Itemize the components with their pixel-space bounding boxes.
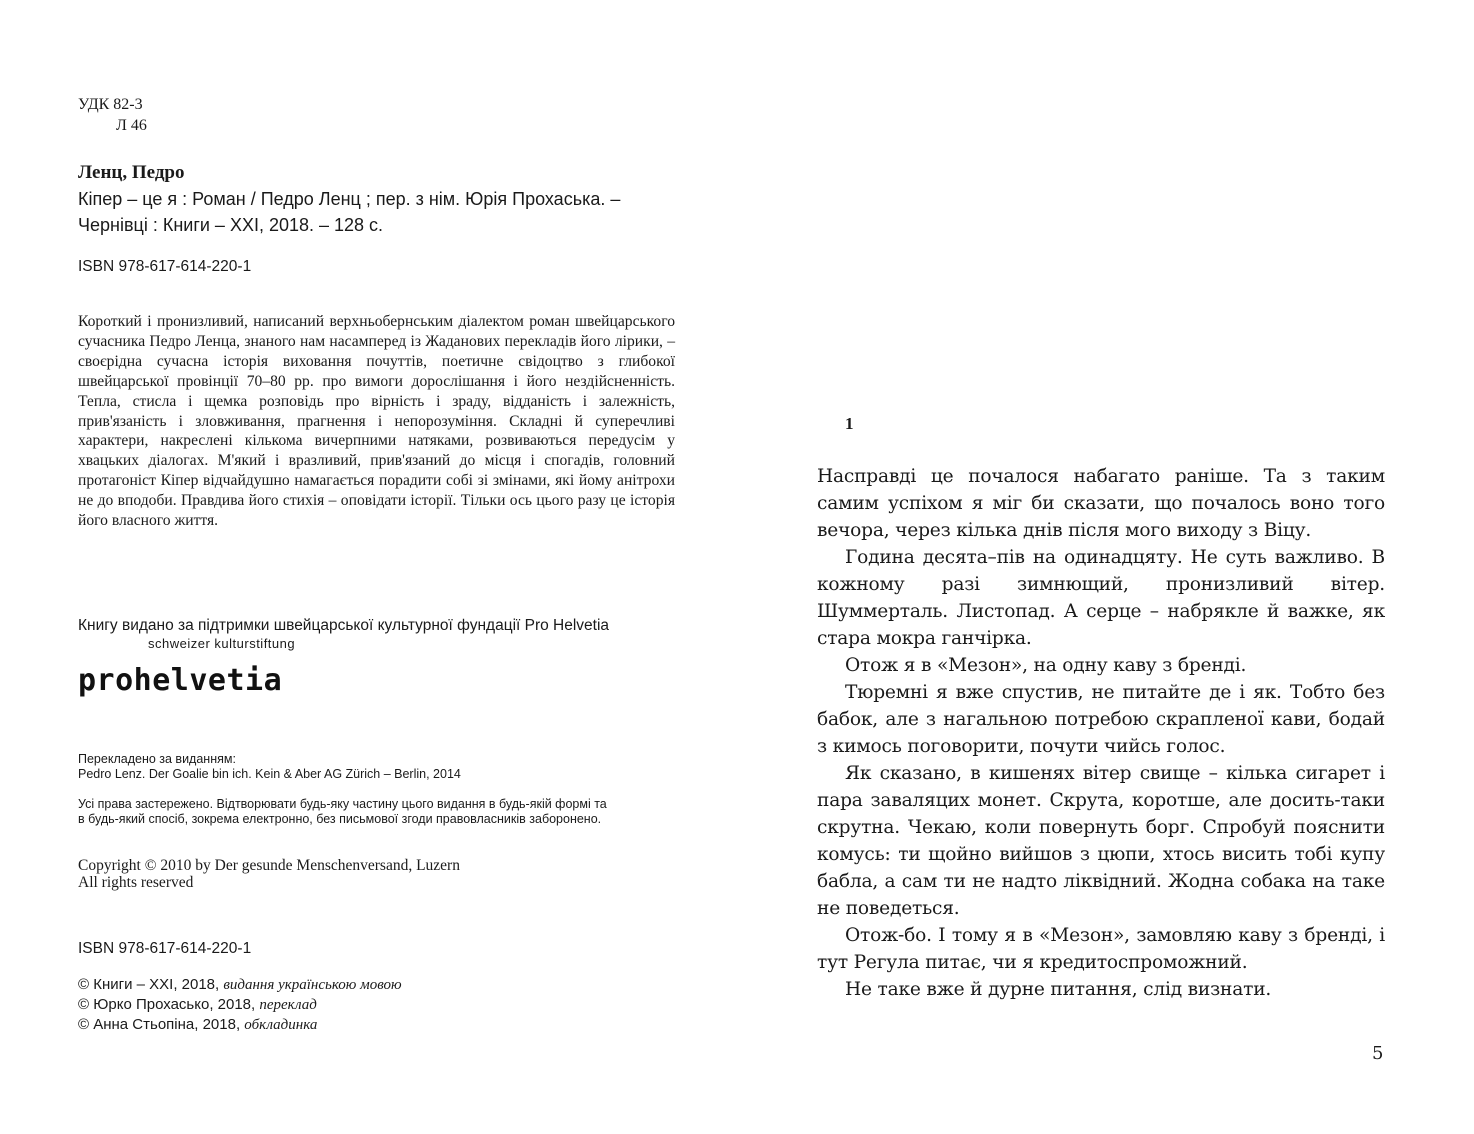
credits-list bbox=[78, 975, 402, 1035]
author-mark: Л 46 bbox=[116, 117, 147, 134]
udk-block bbox=[78, 94, 147, 136]
translated-source: Pedro Lenz. Der Goalie bin ich. Kein & Aber AG Zürich – Berlin, 2014 bbox=[78, 767, 461, 781]
support-text: Книгу видано за підтримки швейцарської культурної фундації Pro Helvetia bbox=[78, 617, 610, 634]
copyright-line-2: All rights reserved bbox=[78, 874, 194, 891]
rights-notice bbox=[78, 797, 698, 827]
body-paragraph: Не таке вже й дурне питання, слід визнати. bbox=[845, 979, 1272, 1000]
credit-role: видання українською мовою bbox=[223, 977, 402, 993]
chapter-number: 1 bbox=[845, 414, 854, 433]
rights-line-1: Усі права застережено. Відтворювати будь-яку частину цього видання в будь-якій формі та bbox=[78, 797, 607, 811]
support-subtitle: schweizer kulturstiftung bbox=[148, 636, 296, 651]
isbn-bottom: ISBN 978-617-614-220-1 bbox=[78, 940, 252, 957]
isbn-top: ISBN 978-617-614-220-1 bbox=[78, 258, 252, 275]
credit-holder: © Книги – ХХІ, 2018, bbox=[78, 976, 220, 993]
copyright-line-1: Copyright © 2010 by Der gesunde Menschenversand, Luzern bbox=[78, 857, 460, 874]
translated-label: Перекладено за виданням: bbox=[78, 752, 236, 766]
credit-line bbox=[78, 1015, 402, 1035]
body-text bbox=[817, 463, 1385, 1003]
rights-line-2: в будь-який спосіб, зокрема електронно, без письмової згоди правовласників заборонено. bbox=[78, 812, 602, 826]
credit-role: переклад bbox=[259, 997, 317, 1013]
body-paragraph: Насправді це почалося набагато раніше. Та з таким самим успіхом я міг би сказати, що почалось воно того вечора, через кілька днів після мого виходу з Віцу. bbox=[817, 466, 1385, 541]
support-note bbox=[78, 616, 688, 652]
body-paragraph: Година десята–пів на одинадцяту. Не суть важливо. В кожному разі зимнющий, пронизливий вітер. Шуммерталь. Листопад. А серце – набрякле й важке, як стара мокра ганчірка. bbox=[817, 547, 1385, 649]
abstract-paragraph: Короткий і пронизливий, написаний верхньобернським діалектом роман швейцарського сучасника Педро Ленца, знаного нам насамперед із Жаданових перекладів його лірики, – своєрідна сучасна історія виховання почуттів, поетичне свідоцтво з глибокої швейцарської провінції 70–80 рр. про вимоги дорослішання і його нездійсненність. Тепла, стисла і щемка розповідь про вірність і зраду, відданість і залежність, прив'язаність і зловживання, прагнення і непорозуміння. Складні й суперечливі характери, накреслені кількома вичерпними натяками, розвиваються передусім у хвацьких діалогах. М'який і вразливий, прив'язаний до місця і спогадів, головний протагоніст Кіпер відчайдушно намагається порадити собі зі змінами, які йому анітрохи не до вподоби. Правдива його стихія – оповідати історії. Тільки ось цього разу це історія його власного життя. bbox=[78, 313, 675, 530]
credit-holder: © Юрко Прохасько, 2018, bbox=[78, 996, 256, 1013]
logo-wordmark: prohelvetia bbox=[78, 663, 283, 698]
udk-code: УДК 82-3 bbox=[78, 96, 143, 113]
copyright-block bbox=[78, 857, 460, 891]
credit-line bbox=[78, 995, 402, 1015]
citation-line-1: Кіпер – це я : Роман / Педро Ленц ; пер. з нім. Юрія Прохаська. – bbox=[78, 189, 621, 209]
author-name: Ленц, Педро bbox=[78, 162, 185, 183]
right-page bbox=[737, 0, 1474, 1134]
pro-helvetia-logo-graphic bbox=[78, 660, 288, 700]
body-paragraph: Отож-бо. І тому я в «Мезон», замовляю каву з бренді, і тут Регула питає, чи я кредитоспроможний. bbox=[817, 925, 1385, 973]
credit-line bbox=[78, 975, 402, 995]
body-paragraph: Тюремні я вже спустив, не питайте де і як. Тобто без бабок, але з нагальною потребою скрапленої кави, бодай з кимось поговорити, почути чийсь голос. bbox=[817, 682, 1385, 757]
body-paragraph: Як сказано, в кишенях вітер свище – кілька сигарет і пара заваляцих монет. Скрута, коротше, але досить-таки скрутна. Чекаю, коли повернуть борг. Спробуй пояснити комусь: ти щойно вийшов з цюпи, хтось висить тобі купу бабла, а сам ти не надто ліквідний. Жодна собака на таке не поведеться. bbox=[817, 763, 1385, 919]
page-number: 5 bbox=[1372, 1043, 1384, 1064]
bibliographic-record bbox=[78, 160, 678, 238]
translated-from bbox=[78, 752, 698, 782]
credit-role: обкладинка bbox=[244, 1017, 318, 1033]
citation-line-2: Чернівці : Книги – ХХІ, 2018. – 128 с. bbox=[78, 215, 384, 235]
body-paragraph: Отож я в «Мезон», на одну каву з бренді. bbox=[845, 655, 1247, 676]
credit-holder: © Анна Стьопіна, 2018, bbox=[78, 1016, 241, 1033]
pro-helvetia-logo bbox=[78, 658, 288, 702]
